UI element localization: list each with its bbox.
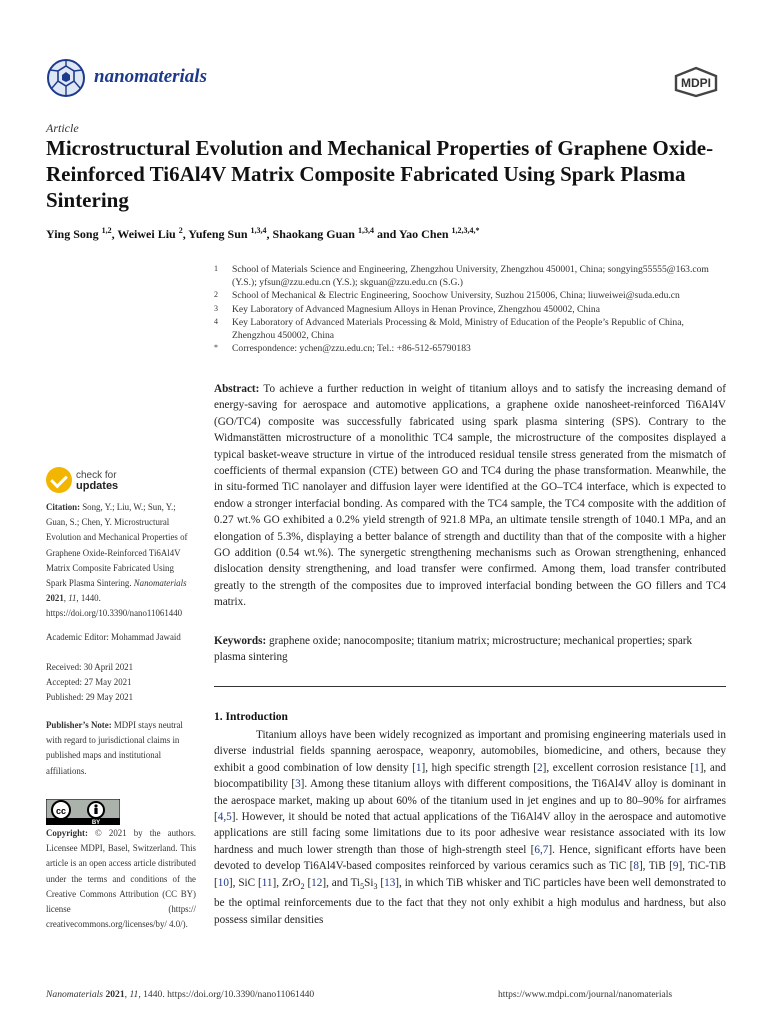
mdpi-logo <box>672 66 720 98</box>
citation-block: Citation: Song, Y.; Liu, W.; Sun, Y.; Guan, S.; Chen, Y. Microstructural Evolution and Mechanical Properties of Graphene Oxide-Reinforced Ti6Al4V Matrix Composite Fabricated Using Spark Plasma Sintering. Nanomaterials 2021, 11, 1440. https://doi.org/10.3390/nano11061440 <box>46 502 188 619</box>
checkmark-icon <box>46 467 72 493</box>
affiliation-number: 1 <box>214 264 218 273</box>
affiliation-item <box>214 342 726 355</box>
journal-logo-icon <box>46 58 86 98</box>
affiliation-text: Correspondence: ychen@zzu.edu.cn; Tel.: +86-512-65790183 <box>232 343 471 355</box>
author-affiliation-marker: 1,3,4 <box>250 226 267 235</box>
introduction-heading: 1. Introduction <box>214 711 288 723</box>
section-divider <box>214 686 726 687</box>
author-affiliation-marker: 1,2,3,4,* <box>451 226 480 235</box>
citation-reference-link[interactable]: 11 <box>261 876 273 889</box>
journal-name: nanomaterials <box>94 66 207 87</box>
chemical-subscript: 2 <box>300 881 305 891</box>
svg-text:cc: cc <box>55 806 67 816</box>
received-date: Received: 30 April 2021 <box>46 662 134 672</box>
affiliation-item <box>214 316 726 342</box>
publisher-note: Publisher’s Note: MDPI stays neutral with regard to jurisdictional claims in published maps and institutional affiliations. <box>46 720 183 776</box>
author-affiliation-marker: 1,3,4 <box>357 226 374 235</box>
affiliation-item <box>214 303 726 316</box>
accepted-date: Accepted: 27 May 2021 <box>46 677 132 688</box>
affiliation-text: Key Laboratory of Advanced Magnesium Alloys in Henan Province, Zhengzhou 450002, China <box>232 303 600 315</box>
citation-reference-link[interactable]: 10 <box>217 876 229 889</box>
affiliation-item <box>214 263 726 289</box>
published-date: Published: 29 May 2021 <box>46 692 134 703</box>
affiliation-number: 3 <box>214 303 218 313</box>
citation-reference-link[interactable]: 1 <box>694 761 700 774</box>
affiliation-text: Key Laboratory of Advanced Materials Processing & Mold, Ministry of Education of the People’s Republic of China, Zhengzhou 450002, China <box>232 316 684 342</box>
citation-reference-link[interactable]: 1 <box>415 761 422 774</box>
article-title: Microstructural Evolution and Mechanical Properties of Graphene Oxide-Reinforced Ti6Al4V Matrix Composite Fabricated Using Spark Plasma Sintering <box>46 136 714 212</box>
affiliation-text: School of Mechanical & Electric Engineering, Soochow University, Suzhou 215006, China; liuweiwei@suda.edu.cn <box>232 290 680 302</box>
citation-reference-link[interactable]: 12 <box>311 876 323 889</box>
citation-reference-link[interactable]: 8 <box>633 860 639 873</box>
footer-journal-url[interactable]: https://www.mdpi.com/journal/nanomaterials <box>498 989 673 1000</box>
citation-doi-link[interactable]: , 1440. https://doi.org/10.3390/nano11061440 <box>46 593 183 619</box>
check-for-updates-label: check for updates <box>76 470 119 492</box>
check-for-updates-button[interactable] <box>46 467 176 497</box>
author-list: Ying Song $^{1,2}$, Weiwei Liu $^2$, Yufeng Sun $^{1,3,4}$, Shaokang Guan $^{1,3,4}$ and Yao Chen $^{1,2,3,4,*}$ <box>46 226 480 241</box>
abstract <box>214 381 726 611</box>
keywords <box>214 633 726 666</box>
author-name: Weiwei Liu <box>117 227 176 241</box>
author-name: Yufeng Sun <box>188 227 248 241</box>
chemical-subscript: 5 <box>360 881 365 891</box>
affiliation-text: School of Materials Science and Engineering, Zhengzhou University, Zhengzhou 450001, China; songying55555@163.com (Y.S.); yfsun@zzu.edu.cn (Y.S.); skguan@zzu.edu.cn (S.G.) <box>232 264 709 289</box>
citation-reference-link[interactable]: 2 <box>537 761 543 774</box>
footer-doi-link[interactable]: , 1440. https://doi.org/10.3390/nano11061440 <box>138 989 315 1000</box>
cc-by-label: BY <box>91 820 101 825</box>
publication-dates <box>46 660 196 706</box>
author-affiliation-marker: 2 <box>178 226 183 235</box>
abstract-text: To achieve a further reduction in weight of titanium alloys and to satisfy the increasing demand of energy-saving for aerospace and automotive applications, a graphene oxide nanosheet-reinforced Ti6Al4V (GO/TC4) composite was successfully fabricated using spark plasma sintering (SPS). Contrary to the Widmanstätten microstructure of a monolithic TC4 sample, the microstructure of the composites displayed a typical basket-weave structure in virtue of the introduced residual tensile stress generated from the mismatch of coefficients of thermal expansion (CTE) between GO and TC4 during the phase transformation. Meanwhile, the in situ-formed TiC nanolayer and diffusion layer were identified at the GO–TC4 interface, which is expected to endow a stronger interfacial bonding. As compared with the TC4 sample, the TC4 composite with the addition of 0.27 wt.% GO exhibited a 0.2% yield strength of 921.8 MPa, an ultimate tensile strength of 1040.1 MPa, and an elongation of 5.3%, displaying a better balance of strength and ductility than that of the composite with a higher GO addition (0.54 wt.%). The synergetic strengthening mechanisms such as Orowan strengthening, enhanced dislocation density strengthening, and load transfer were confirmed. Among them, load transfer contributed greatly to the strength of the composites due to improved interfacial bonding between the GO fillers and TC4 matrix. <box>214 383 726 609</box>
author-name: Ying Song <box>46 227 99 241</box>
footer-citation: Nanomaterials 2021, 11, 1440. https://doi.org/10.3390/nano11061440 <box>46 989 315 1000</box>
affiliation-number: * <box>214 343 218 353</box>
citation-reference-link[interactable]: 13 <box>384 876 396 889</box>
keywords-text: graphene oxide; nanocomposite; titanium matrix; microstructure; mechanical properties; spark plasma sintering <box>214 635 693 664</box>
affiliation-item <box>214 289 726 302</box>
article-type: Article <box>46 121 79 135</box>
introduction-text: Titanium alloys have been widely recognized as important and promising engineering materials used in diverse industrial fields spanning aerospace, weaponry, automobiles, biomedicine, and others, because they exhibit a good combination of low density [1], high specific strength [2], excellent corrosion resistance [1], and biocompatibility [3]. Among these titanium alloys with different compositions, the Ti6Al4V alloy is dominant in the aerospace market, making up about 60% of the titanium used in jet engines and up to 80–90% for airframes [4,5]. However, it should be noted that actual applications of the Ti6Al4V alloy in the aerospace and automotive applications are still facing some limitations due to its poor adhesive wear resistance associated with its low hardness and much lower strength than those of high-strength steel [6,7]. Hence, significant efforts have been devoted to develop Ti6Al4V-based composites reinforced by various ceramics such as TiC [8], TiB [9], TiC-TiB [10], SiC [11], ZrO$_2$ [12], and $Ti_5Si_3$ [13], in which TiB whisker and TiC particles have been well demonstrated to be the optimal reinforcements due to the fact that they not only exhibit a high modulus and hardness, but also possess similar densities <box>214 729 727 926</box>
affiliation-number: 4 <box>214 316 218 326</box>
citation-reference-link[interactable]: 4,5 <box>217 811 232 824</box>
affiliation-number: 2 <box>214 290 218 300</box>
citation-reference-link[interactable]: 6,7 <box>534 843 549 856</box>
copyright-notice: Copyright: © 2021 by the authors. Licensee MDPI, Basel, Switzerland. This article is an open access article distributed under the terms and conditions of the Creative Commons Attribution (CC BY) license (https:// creativecommons.org/licenses/by/ 4.0/). <box>46 828 196 930</box>
cc-by-license-icon[interactable] <box>46 799 120 825</box>
affiliations <box>214 263 726 355</box>
keywords-label: Keywords: <box>214 635 267 647</box>
author-name: Yao Chen <box>398 227 449 241</box>
abstract-label: Abstract: <box>214 383 260 395</box>
citation-reference-link[interactable]: 3 <box>295 778 301 791</box>
academic-editor: Academic Editor: Mohammad Jawaid <box>46 632 181 642</box>
chemical-subscript: 3 <box>373 881 378 891</box>
author-affiliation-marker: 1,2 <box>101 226 112 235</box>
author-name: Shaokang Guan <box>272 227 355 241</box>
citation-reference-link[interactable]: 9 <box>672 860 679 873</box>
mdpi-logo-text: MDPI <box>681 76 711 90</box>
